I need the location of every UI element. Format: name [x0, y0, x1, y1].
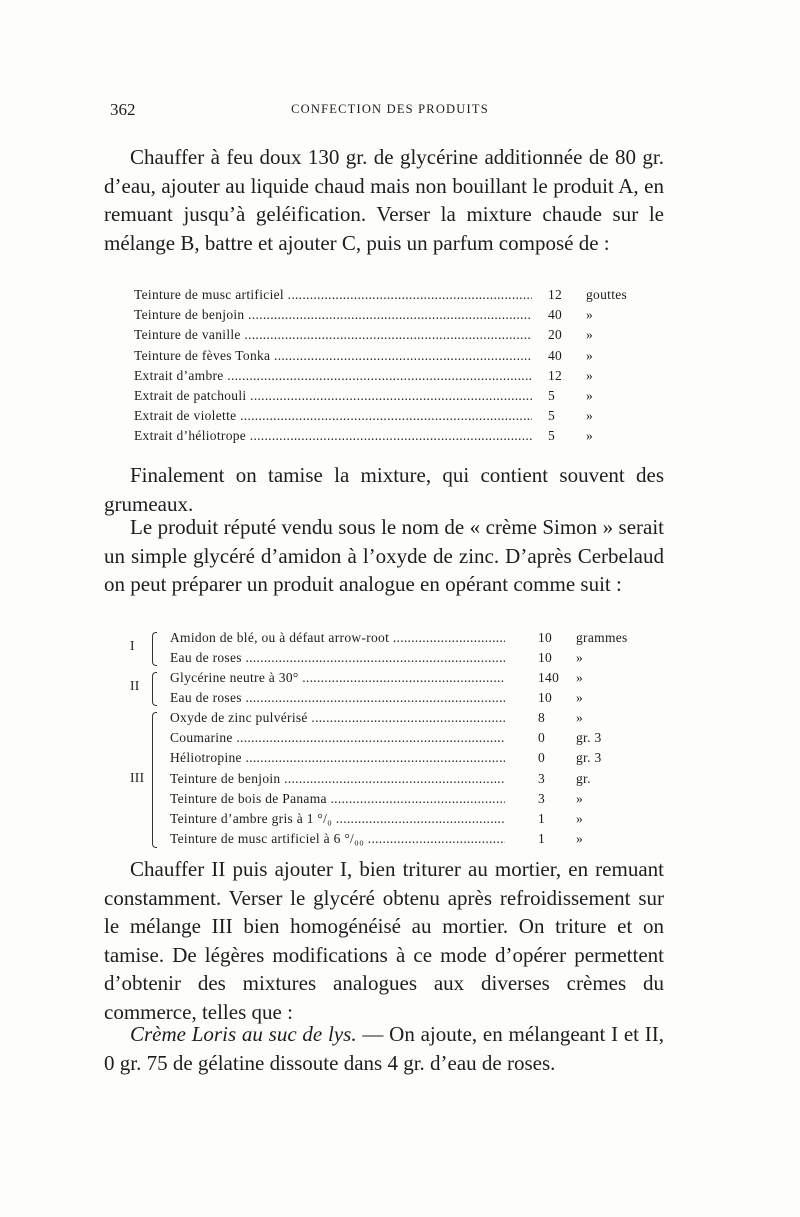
paragraph-glycerine-heating: Chauffer à feu doux 130 gr. de glycérine additionnée de 80 gr. d’eau, ajouter au liquide chaud mais non bouillant le produit A, en remuant jusqu’à geléification. Verser la mixture chaude sur le mélange B, battre et ajouter C, puis un parfum composé de : [104, 145, 664, 255]
ingredient-quantity: 10 [538, 690, 553, 706]
list-item [130, 809, 650, 829]
ingredient-unit: » [586, 347, 594, 363]
list-item [134, 406, 654, 426]
ingredient-unit: » [576, 831, 584, 847]
paragraph-creme-loris [104, 1020, 664, 1077]
recipe-group-2 [130, 668, 650, 708]
ingredient-name: Teinture de fèves Tonka ..... [134, 346, 532, 366]
list-item [130, 668, 650, 688]
ingredient-unit: » [586, 428, 594, 444]
ingredient-name: Coumarine ..... [170, 728, 505, 748]
paragraph-tamise: Finalement on tamise la mixture, qui contient souvent des grumeaux. [104, 463, 664, 516]
list-item [130, 728, 650, 748]
recipe-title: Crème Loris au suc de lys. [130, 1022, 357, 1046]
ingredient-name: Teinture de musc artificiel à 6 °/₀₀ ..... [170, 829, 505, 849]
ingredient-quantity: 5 [548, 428, 556, 444]
list-item [130, 648, 650, 668]
ingredient-quantity: 12 [548, 287, 563, 302]
ingredient-quantity: 3 [538, 790, 546, 806]
paragraph-creme-simon: Le produit réputé vendu sous le nom de « crème Simon » serait un simple glycéré d’amidon à l’oxyde de zinc. D’après Cerbelaud on peut préparer un produit analogue en opérant comme suit : [104, 515, 664, 596]
ingredient-quantity: 0 [538, 750, 546, 766]
list-item [134, 305, 654, 325]
ingredient-unit: gr. 3 [576, 730, 602, 746]
ingredient-unit: » [576, 690, 584, 706]
ingredient-quantity: 10 [538, 650, 553, 666]
page-number: 362 [110, 100, 136, 119]
ingredient-unit: gr. 3 [576, 750, 602, 766]
group-label: III [130, 770, 145, 785]
perfume-ingredient-list [134, 285, 654, 447]
ingredient-unit: » [576, 670, 584, 685]
ingredient-quantity: 5 [548, 387, 556, 403]
paragraph-instructions: Chauffer II puis ajouter I, bien triturer au mortier, en remuant constamment. Verser le glycéré obtenu après refroidissement sur le mélange III bien homogénéisé au mortier. On triture et on tamise. De légères modifications à ce mode d’opérer permettent d’obtenir des mixtures analogues aux diverses crèmes du commerce, telles que : [104, 857, 664, 1024]
ingredient-name: Eau de roses ..... [170, 648, 505, 668]
ingredient-unit: » [586, 387, 594, 403]
list-item [130, 789, 650, 809]
ingredient-unit: » [576, 810, 584, 826]
ingredient-unit: » [576, 650, 584, 666]
ingredient-name: Teinture de benjoin ..... [134, 305, 532, 325]
page-header [110, 100, 670, 124]
recipe-text: — On ajoute, en mélangeant I et II, 0 gr. 75 de gélatine dissoute dans 4 gr. d’eau de roses. [104, 1022, 665, 1075]
ingredient-quantity: 140 [538, 670, 560, 685]
list-item [130, 688, 650, 708]
ingredient-quantity: 1 [538, 831, 546, 847]
recipe-group-1 [130, 628, 650, 668]
ingredient-name: Extrait d’héliotrope ..... [134, 426, 532, 446]
ingredient-unit: » [576, 710, 584, 725]
ingredient-unit: » [586, 307, 594, 323]
ingredient-name: Teinture de vanille ..... [134, 325, 532, 345]
ingredient-name: Teinture de benjoin ..... [170, 769, 505, 789]
ingredient-quantity: 1 [538, 810, 546, 826]
ingredient-quantity: 12 [548, 367, 563, 383]
ingredient-name: Glycérine neutre à 30° ..... [170, 668, 505, 688]
ingredient-name: Eau de roses ..... [170, 688, 505, 708]
ingredient-name: Amidon de blé, ou à défaut arrow-root ..... [170, 628, 505, 648]
ingredient-quantity: 40 [548, 307, 563, 323]
recipe-table [130, 628, 650, 850]
ingredient-unit: » [576, 790, 584, 806]
ingredient-name: Teinture d’ambre gris à 1 °/₀ ..... [170, 809, 505, 829]
ingredient-quantity: 3 [538, 770, 546, 786]
recipe-group-3 [130, 708, 650, 850]
ingredient-unit: grammes [576, 630, 628, 645]
list-item [130, 708, 650, 728]
ingredient-quantity: 10 [538, 630, 553, 645]
ingredient-name: Héliotropine ..... [170, 748, 505, 768]
list-item [130, 628, 650, 648]
list-item [134, 366, 654, 386]
ingredient-quantity: 0 [538, 730, 546, 746]
ingredient-name: Extrait d’ambre ..... [134, 366, 532, 386]
ingredient-name: Oxyde de zinc pulvérisé ..... [170, 708, 505, 728]
ingredient-unit: » [586, 367, 594, 383]
ingredient-unit: » [586, 327, 594, 343]
running-title: CONFECTION DES PRODUITS [291, 102, 489, 116]
ingredient-unit: » [586, 408, 594, 424]
ingredient-name: Teinture de bois de Panama ..... [170, 789, 505, 809]
group-label: I [130, 638, 135, 653]
list-item [134, 386, 654, 406]
list-item [130, 748, 650, 768]
ingredient-quantity: 5 [548, 408, 556, 424]
ingredient-name: Teinture de musc artificiel ..... [134, 285, 532, 305]
ingredient-unit: gouttes [586, 287, 628, 302]
ingredient-quantity: 8 [538, 710, 546, 725]
ingredient-name: Extrait de patchouli ..... [134, 386, 532, 406]
group-label: II [130, 678, 140, 693]
list-item [134, 426, 654, 446]
ingredient-quantity: 40 [548, 347, 563, 363]
ingredient-unit: gr. [576, 770, 591, 786]
ingredient-name: Extrait de violette ..... [134, 406, 532, 426]
list-item [130, 769, 650, 789]
list-item [134, 325, 654, 345]
list-item [134, 285, 654, 305]
list-item [130, 829, 650, 849]
list-item [134, 346, 654, 366]
ingredient-quantity: 20 [548, 327, 563, 343]
